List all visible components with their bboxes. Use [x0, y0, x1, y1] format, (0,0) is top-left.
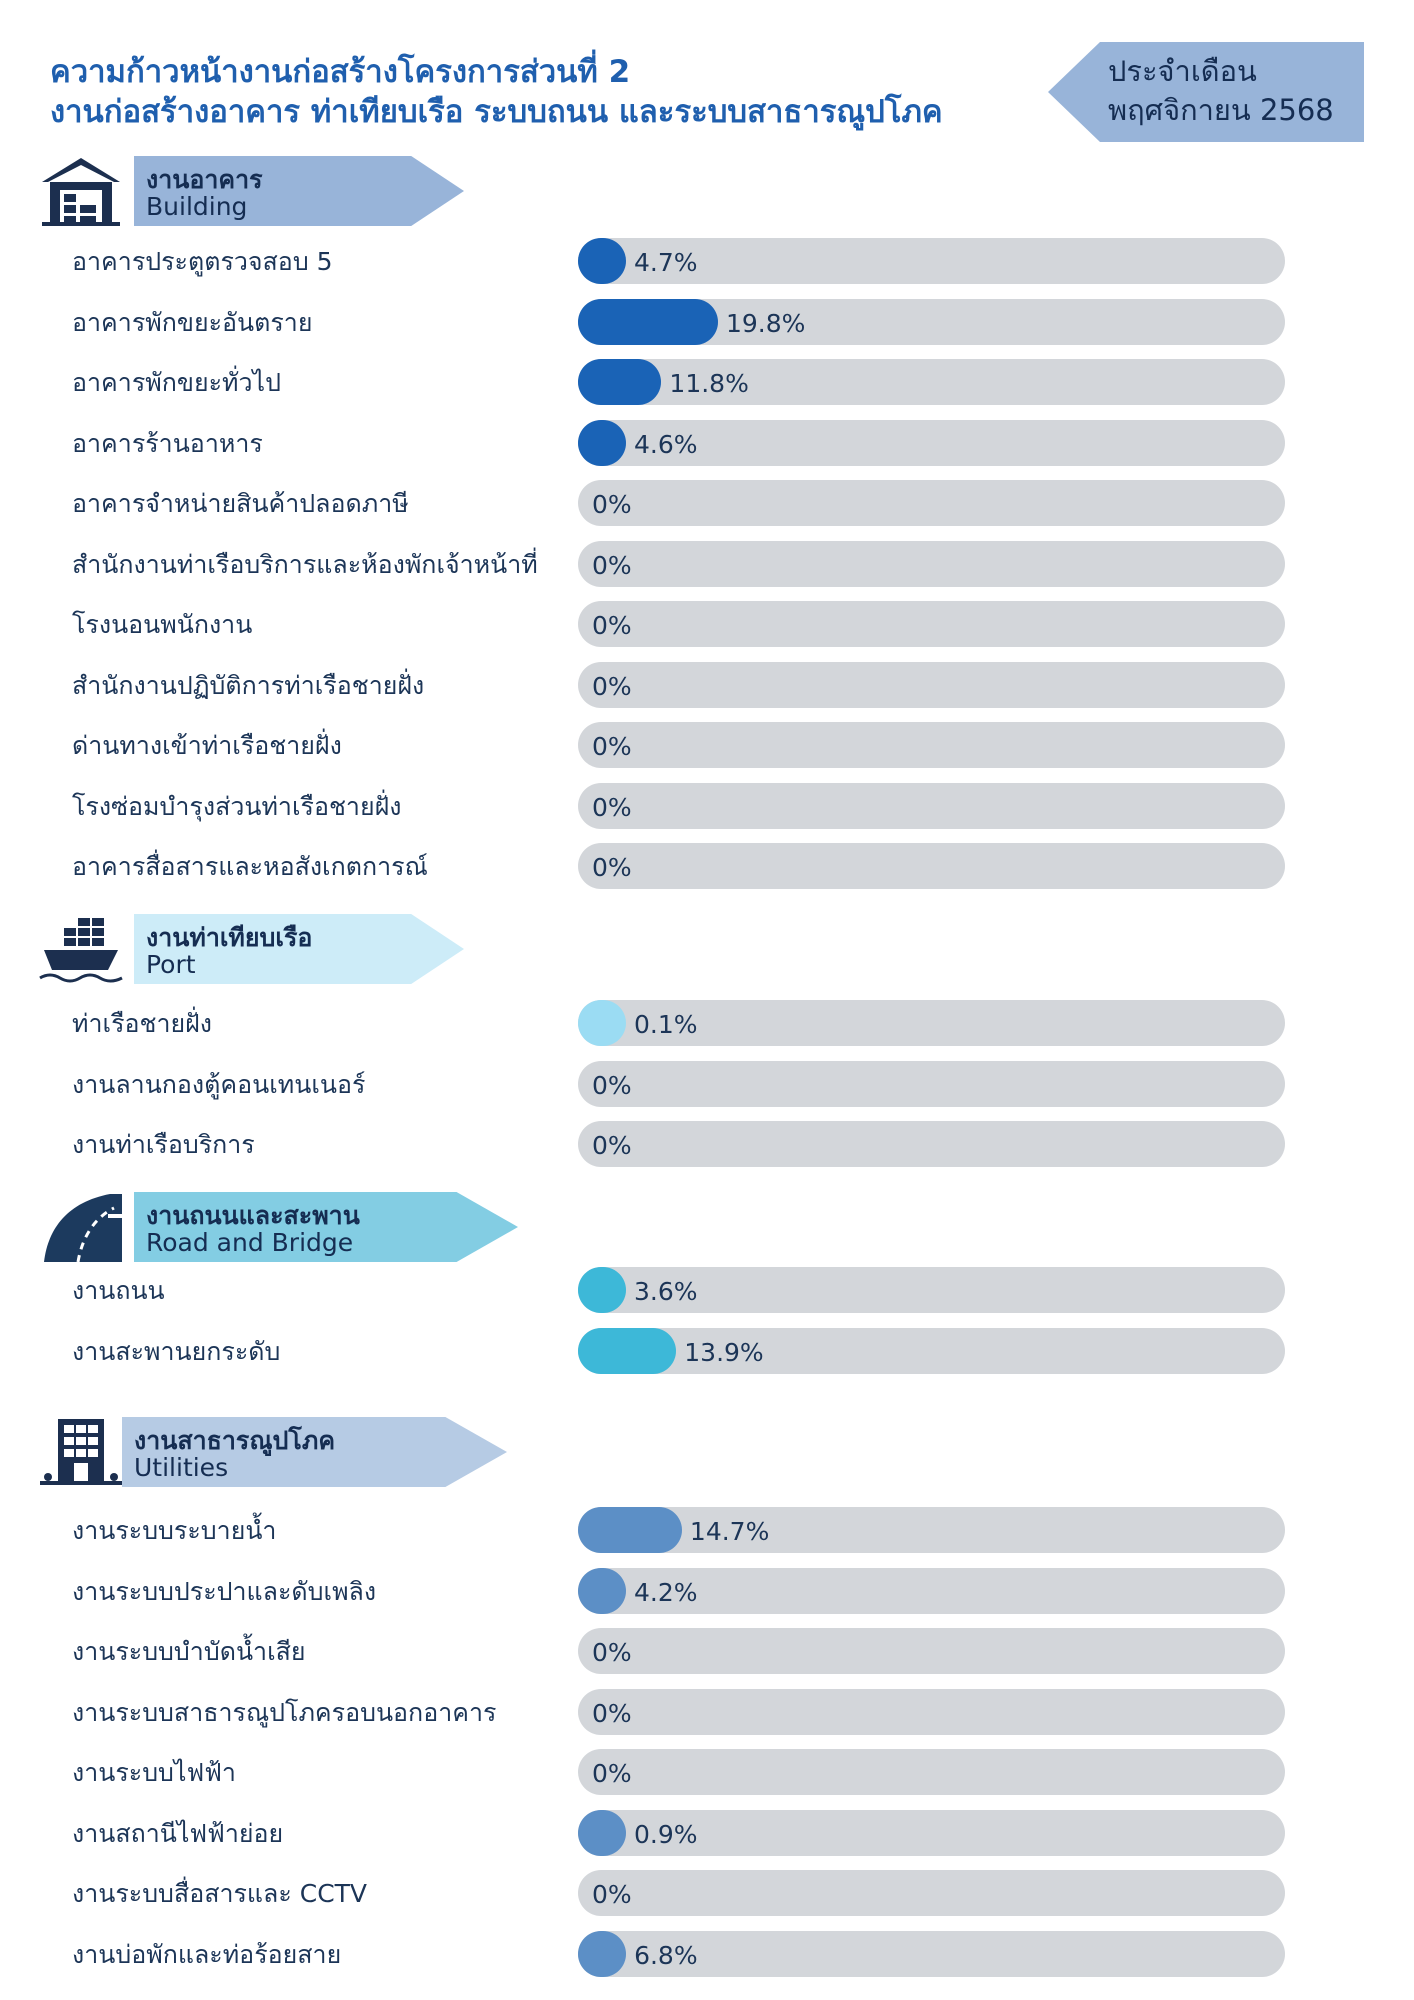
progress-value-label: 6.8% [634, 1940, 698, 1970]
progress-value-label: 0.9% [634, 1819, 698, 1849]
road-icon [38, 1188, 124, 1264]
progress-row [0, 1808, 1414, 1858]
progress-row [0, 720, 1414, 770]
progress-value-label: 0% [592, 1638, 632, 1667]
progress-value-label: 0% [592, 792, 632, 822]
progress-value-label: 0.1% [634, 1010, 698, 1039]
progress-track [578, 1628, 1285, 1674]
progress-bar-fill [578, 1810, 626, 1856]
progress-row [0, 599, 1414, 649]
row-label: ด่านทางเข้าท่าเรือชายฝั่ง [72, 731, 342, 760]
progress-track [578, 1061, 1285, 1107]
row-label: อาคารประตูตรวจสอบ 5 [72, 247, 333, 276]
progress-row [0, 418, 1414, 468]
progress-value-label: 19.8% [725, 308, 806, 338]
progress-value-label: 4.6% [634, 429, 698, 459]
progress-value-label: 13.9% [684, 1337, 764, 1367]
progress-value-label: 0% [592, 550, 632, 580]
progress-row [0, 1747, 1414, 1797]
section-title-th: งานอาคาร [146, 165, 263, 194]
page-title [50, 52, 943, 132]
progress-track [578, 480, 1285, 526]
row-label: อาคารพักขยะอันตราย [72, 307, 313, 337]
progress-track [578, 1749, 1285, 1795]
progress-row [0, 236, 1414, 286]
utility-building-icon [38, 1413, 124, 1489]
progress-value-label: 0% [592, 1880, 632, 1909]
progress-track [578, 541, 1285, 587]
progress-value-label: 4.7% [634, 248, 698, 277]
section-title-th: งานท่าเทียบเรือ [146, 923, 313, 952]
row-label: งานระบบบำบัดน้ำเสีย [72, 1637, 306, 1666]
progress-row [0, 1626, 1414, 1676]
row-label: งานระบบประปาและดับเพลิง [72, 1576, 377, 1606]
progress-row [0, 1868, 1414, 1918]
progress-bar-fill [578, 1328, 676, 1374]
title-line-1: ความก้าวหน้างานก่อสร้างโครงการส่วนที่ 2 [50, 54, 631, 90]
row-label: โรงซ่อมบำรุงส่วนท่าเรือชายฝั่ง [72, 791, 402, 821]
row-label: งานระบบสาธารณูปโภครอบนอกอาคาร [72, 1697, 497, 1727]
row-label: งานสถานีไฟฟ้าย่อย [72, 1818, 284, 1848]
progress-track [578, 1507, 1285, 1553]
progress-value-label: 4.2% [634, 1577, 698, 1607]
progress-value-label: 11.8% [669, 369, 749, 398]
progress-bar-fill [578, 420, 626, 466]
row-label: งานสะพานยกระดับ [72, 1336, 281, 1366]
month-value: พฤศจิกายน 2568 [1108, 93, 1334, 127]
progress-value-label: 0% [592, 671, 632, 701]
cargo-ship-icon [38, 910, 124, 986]
row-label: อาคารพักขยะทั่วไป [72, 368, 281, 397]
warehouse-icon [38, 152, 124, 228]
title-line-2: งานก่อสร้างอาคาร ท่าเทียบเรือ ระบบถนน และระบบสาธารณูปโภค [50, 94, 943, 130]
section-title-en: Port [146, 950, 196, 979]
progress-value-label: 0% [592, 732, 632, 761]
row-label: อาคารสื่อสารและหอสังเกตการณ์ [72, 852, 428, 881]
progress-row [0, 1265, 1414, 1315]
progress-value-label: 0% [592, 611, 632, 640]
section-title-th: งานสาธารณูปโภค [134, 1426, 336, 1455]
progress-bar-fill [578, 359, 661, 405]
progress-row [0, 1119, 1414, 1169]
section-title-en: Building [146, 192, 248, 221]
row-label: สำนักงานปฏิบัติการท่าเรือชายฝั่ง [72, 670, 425, 700]
row-label: งานถนน [72, 1276, 165, 1305]
progress-value-label: 14.7% [689, 1517, 770, 1546]
section-title-en: Utilities [134, 1453, 229, 1482]
progress-bar-fill [578, 1267, 626, 1313]
progress-bar-fill [578, 1000, 626, 1046]
section-header-port [38, 910, 518, 986]
progress-row [0, 478, 1414, 528]
row-label: งานท่าเรือบริการ [72, 1130, 255, 1159]
progress-row [0, 357, 1414, 407]
progress-row [0, 1929, 1414, 1979]
row-label: งานบ่อพักและท่อร้อยสาย [72, 1939, 342, 1969]
progress-row [0, 1566, 1414, 1616]
progress-track [578, 662, 1285, 708]
progress-row [0, 1326, 1414, 1376]
progress-track [578, 783, 1285, 829]
progress-row [0, 660, 1414, 710]
progress-track [578, 601, 1285, 647]
progress-bar-fill [578, 1568, 626, 1614]
progress-row [0, 1059, 1414, 1109]
progress-row [0, 1687, 1414, 1737]
progress-bar-fill [578, 238, 626, 284]
progress-bar-fill [578, 1507, 682, 1553]
progress-value-label: 0% [592, 1070, 632, 1100]
section-header-utilities [38, 1413, 518, 1489]
progress-track [578, 1689, 1285, 1735]
row-label: งานระบบไฟฟ้า [72, 1758, 236, 1787]
progress-track [578, 1121, 1285, 1167]
progress-row [0, 1505, 1414, 1555]
row-label: อาคารร้านอาหาร [72, 428, 263, 458]
section-header-road-and-bridge [38, 1188, 518, 1264]
progress-row [0, 841, 1414, 891]
progress-row [0, 998, 1414, 1048]
progress-value-label: 0% [592, 1131, 632, 1160]
progress-row [0, 297, 1414, 347]
row-label: งานระบบระบายน้ำ [72, 1516, 277, 1545]
section-title-th: งานถนนและสะพาน [146, 1201, 360, 1230]
section-title-en: Road and Bridge [146, 1228, 354, 1257]
row-label: งานระบบสื่อสารและ CCTV [72, 1879, 368, 1908]
progress-bar-fill [578, 299, 718, 345]
month-label: ประจำเดือน [1108, 54, 1257, 88]
month-badge-text [1108, 52, 1334, 130]
progress-value-label: 3.6% [634, 1277, 698, 1306]
section-header-building [38, 152, 518, 228]
progress-track [578, 843, 1285, 889]
row-label: งานลานกองตู้คอนเทนเนอร์ [72, 1069, 366, 1099]
row-label: อาคารจำหน่ายสินค้าปลอดภาษี [72, 489, 409, 518]
progress-value-label: 0% [592, 1698, 632, 1728]
progress-value-label: 0% [592, 853, 632, 882]
row-label: โรงนอนพนักงาน [72, 610, 253, 639]
row-label: ท่าเรือชายฝั่ง [72, 1009, 213, 1038]
progress-value-label: 0% [592, 1759, 632, 1788]
row-label: สำนักงานท่าเรือบริการและห้องพักเจ้าหน้าที่ [72, 549, 538, 579]
progress-row [0, 539, 1414, 589]
progress-track [578, 1870, 1285, 1916]
progress-value-label: 0% [592, 490, 632, 519]
progress-bar-fill [578, 1931, 626, 1977]
progress-row [0, 781, 1414, 831]
progress-track [578, 722, 1285, 768]
